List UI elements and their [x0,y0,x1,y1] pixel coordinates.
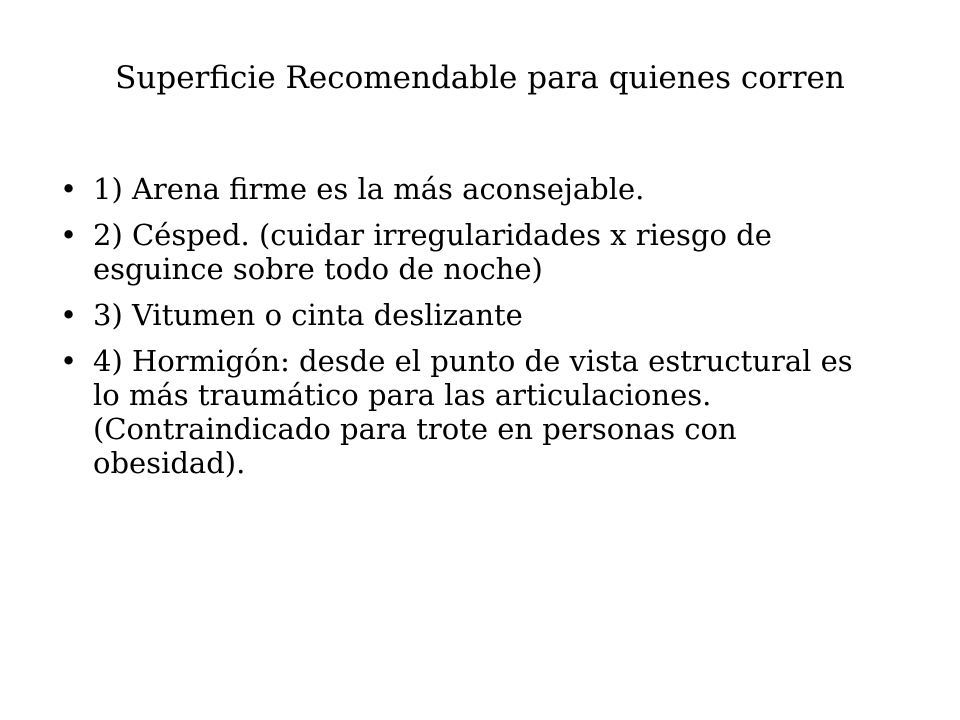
slide-title: Superficie Recomendable para quienes corren [115,60,845,96]
bullet-icon: • [60,344,78,378]
list-item-text: 4) Hormigón: desde el punto de vista estructural es lo más traumático para las articulaciones. (Contraindicado para trote en personas con obesidad). [93,344,853,480]
bullet-icon: • [60,172,78,206]
bullet-icon: • [60,298,78,332]
list-item [60,218,880,286]
bullet-list [60,172,880,492]
bullet-icon: • [60,218,78,252]
list-item-text: 3) Vitumen o cinta deslizante [93,298,523,332]
list-item-text: 1) Arena firme es la más aconsejable. [93,172,645,206]
list-item [60,344,880,480]
list-item-text: 2) Césped. (cuidar irregularidades x riesgo de esguince sobre todo de noche) [93,218,772,286]
list-item [60,172,880,206]
list-item [60,298,880,332]
